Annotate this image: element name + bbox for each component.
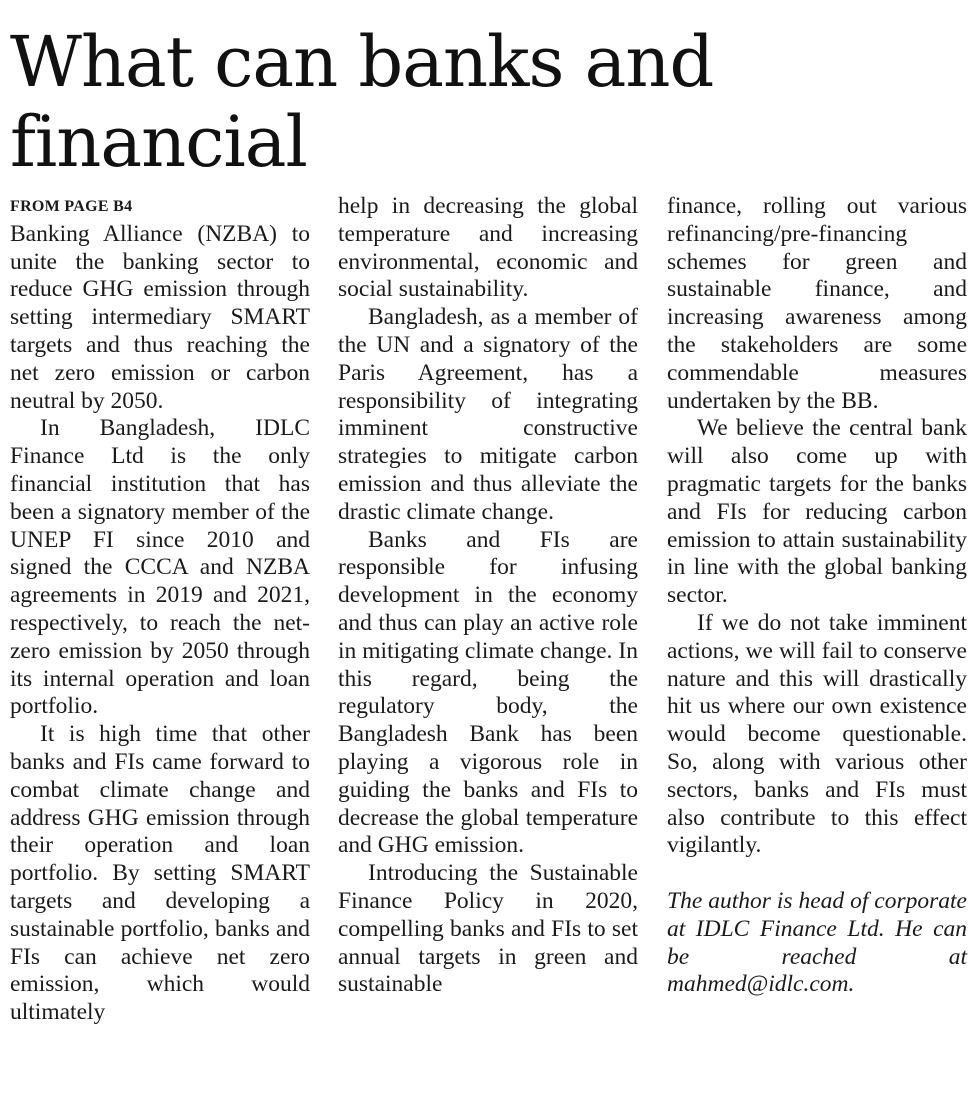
paragraph: If we do not take imminent actions, we will fail to conserve nature and this will drastically hit us where our own existence would become questionable. So, along with various other sectors, banks and FIs must also contribute to this effect vigilantly.	[667, 609, 967, 859]
paragraph: finance, rolling out various refinancing/pre-financing schemes for green and sustainable finance, and increasing awareness among the stakeholders are some commendable measures undertaken by the BB.	[667, 193, 967, 414]
paragraph: help in decreasing the global temperature and increasing environmental, economic and social sustainability.	[338, 193, 638, 303]
paragraph: Bangladesh, as a member of the UN and a signatory of the Paris Agreement, has a responsibility of integrating imminent constructive strategies to mitigate carbon emission and thus alleviate the drastic climate change.	[338, 304, 638, 525]
paragraph: It is high time that other banks and FIs came forward to combat climate change and address GHG emission through their operation and loan portfolio. By setting SMART targets and developing a sustainable portfolio, banks and FIs can achieve net zero emission, which would ultimately	[10, 721, 310, 1026]
continued-from-label: FROM PAGE B4	[10, 198, 133, 215]
paragraph: Banks and FIs are responsible for infusing development in the economy and thus can play an active role in mitigating climate change. In this regard, being the regulatory body, the Bangladesh Bank has been playing a vigorous role in guiding the banks and FIs to decrease the global temperature and GHG emission.	[338, 526, 638, 859]
article-column-2	[338, 193, 638, 999]
paragraph: Introducing the Sustainable Finance Policy in 2020, compelling banks and FIs to set annual targets in green and sustainable	[338, 860, 638, 998]
article-column-1	[10, 193, 310, 1027]
article-column-3	[667, 193, 967, 999]
paragraph: Banking Alliance (NZBA) to unite the banking sector to reduce GHG emission through setting intermediary SMART targets and thus reaching the net zero emission or carbon neutral by 2050.	[10, 220, 310, 414]
paragraph: We believe the central bank will also come up with pragmatic targets for the banks and FIs for reducing carbon emission to attain sustainability in line with the global banking sector.	[667, 415, 967, 609]
paragraph: In Bangladesh, IDLC Finance Ltd is the only financial institution that has been a signatory member of the UNEP FI since 2010 and signed the CCCA and NZBA agreements in 2019 and 2021, respectively, to reach the net-zero emission by 2050 through its internal operation and loan portfolio.	[10, 415, 310, 720]
headline: What can banks and financial	[10, 21, 714, 183]
author-note: The author is head of corporate at IDLC Finance Ltd. He can be reached at mahmed@idlc.com.	[667, 887, 967, 998]
